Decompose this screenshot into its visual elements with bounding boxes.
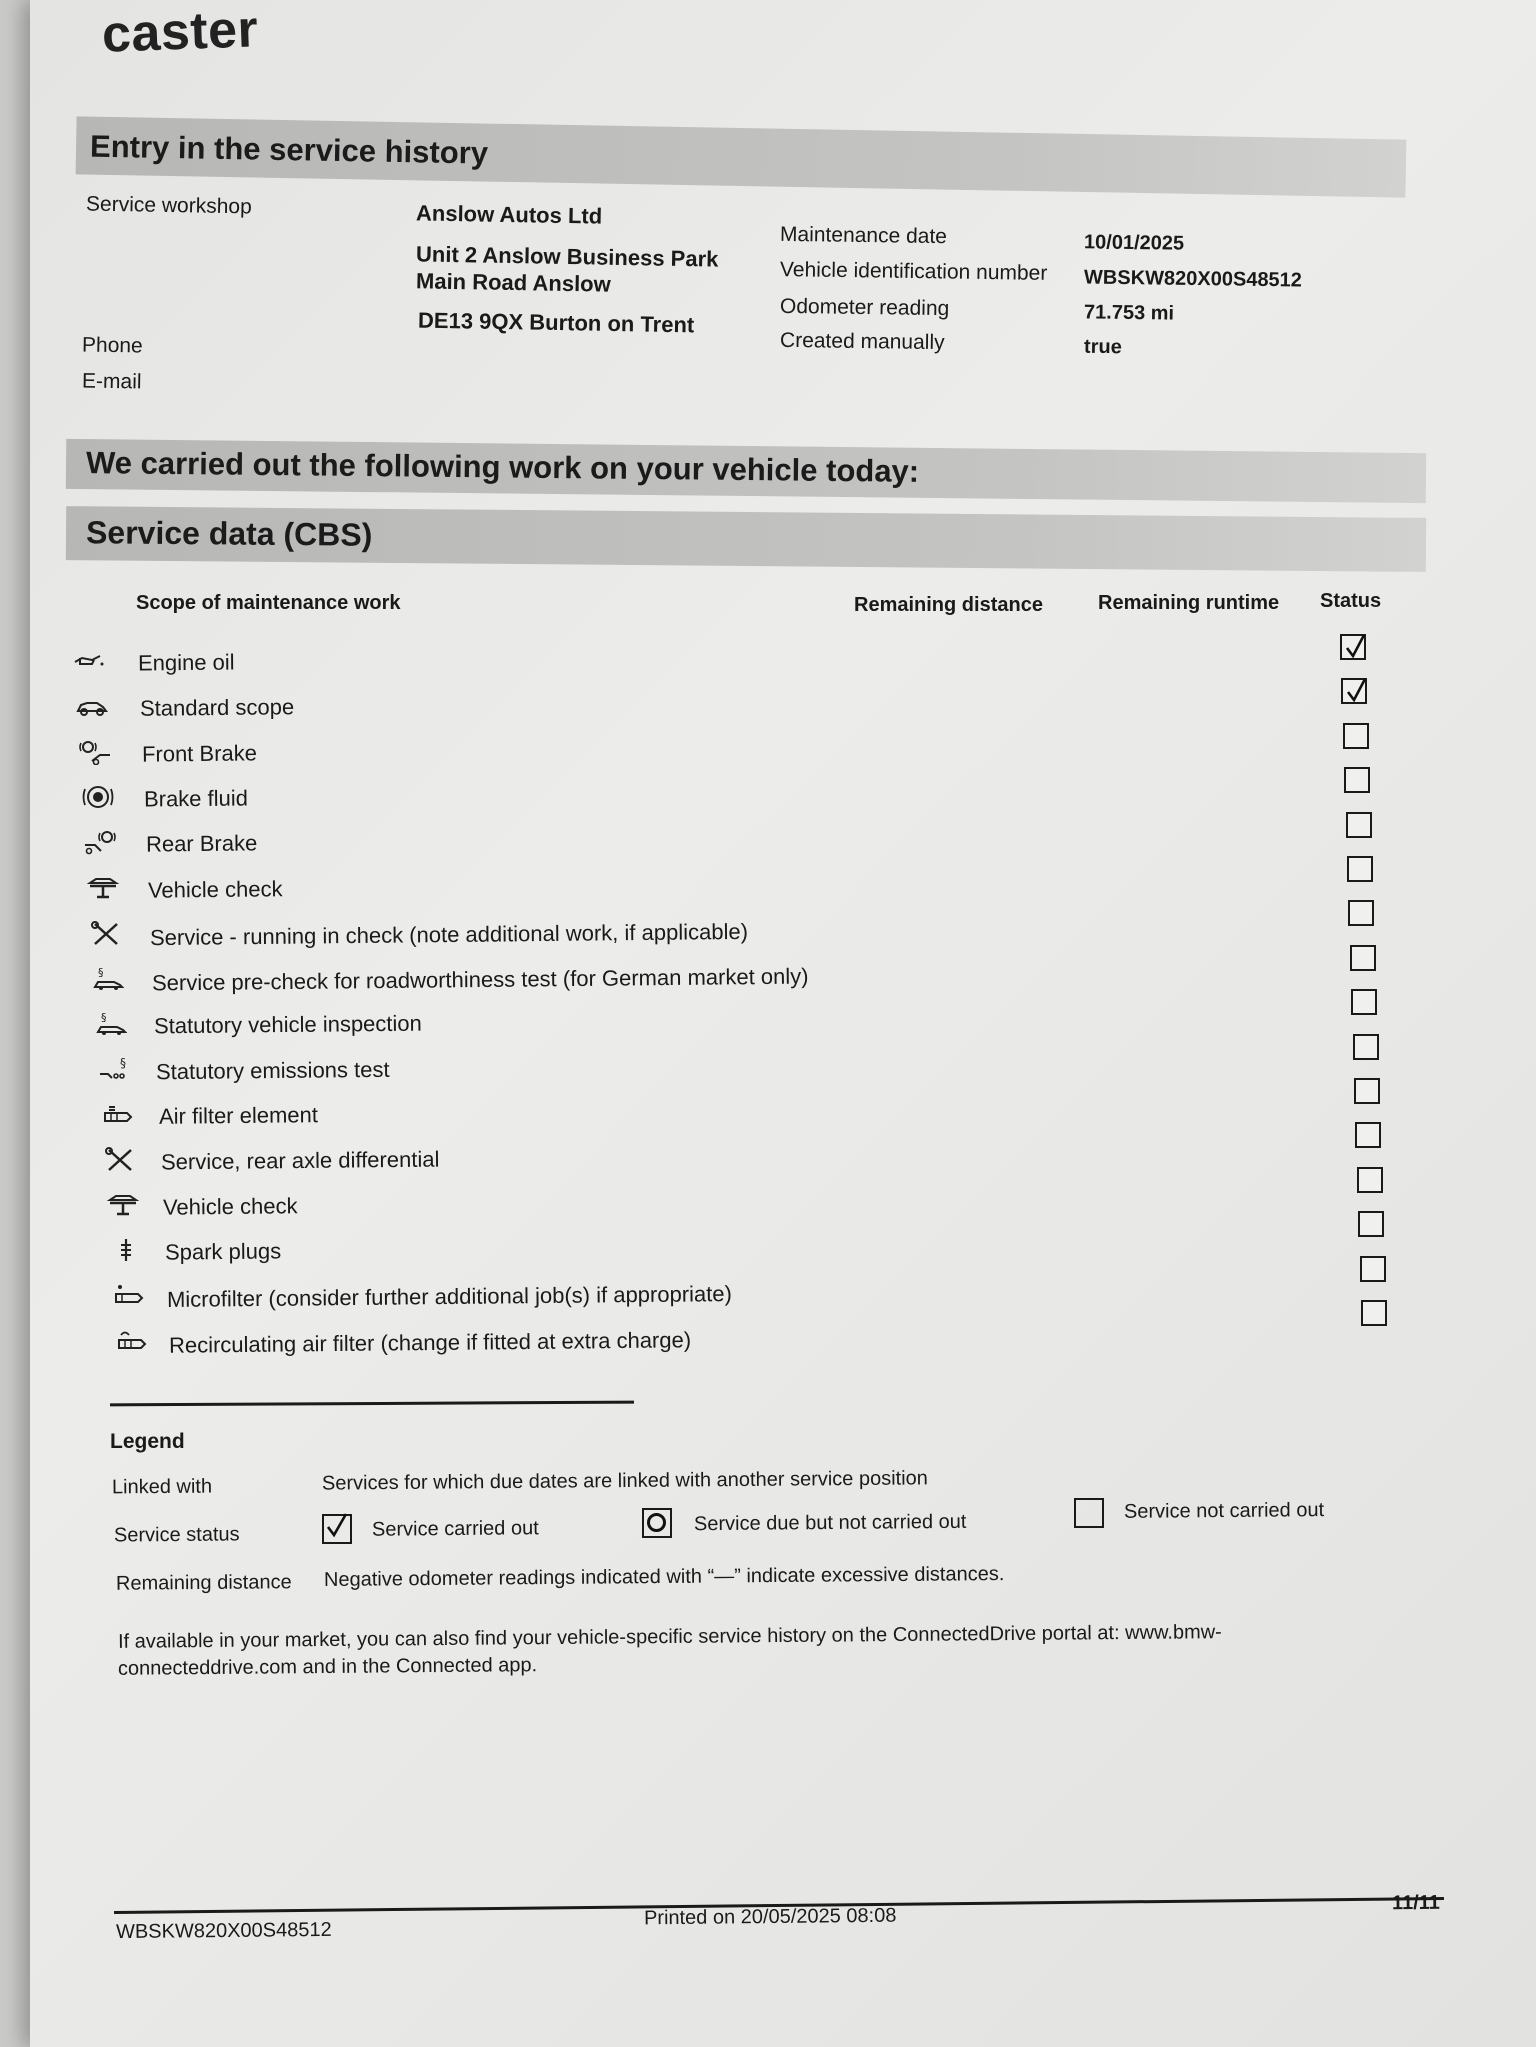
status-checkbox <box>1357 1167 1383 1193</box>
status-checkbox <box>1360 1256 1386 1282</box>
maintenance-item-label: Service - running in check (note additional work, if applicable) <box>150 918 749 950</box>
odometer-label: Odometer reading <box>779 294 950 321</box>
maintenance-item-label: Statutory emissions test <box>156 1056 391 1084</box>
maintenance-item-label: Spark plugs <box>164 1238 281 1265</box>
maintenance-item-label: Recirculating air filter (change if fitted at extra charge) <box>168 1326 691 1358</box>
odometer-value: 71.753 mi <box>1083 301 1175 325</box>
air-filter-icon <box>101 1101 135 1127</box>
portal-note-line1: If available in your market, you can also find your vehicle-specific service history on the ConnectedDrive portal at: www.bmw- <box>117 1621 1222 1653</box>
car-icon <box>75 693 109 719</box>
service-data-heading-band <box>66 506 1426 572</box>
status-checkbox <box>1347 856 1373 882</box>
front-brake-icon <box>78 739 112 765</box>
maintenance-item-label: Rear Brake <box>146 830 258 857</box>
svg-text:§: § <box>100 1011 107 1025</box>
vin-value: WBSKW820X00S48512 <box>1083 266 1303 292</box>
maintenance-item-label: Service pre-check for roadworthiness test (for German market only) <box>152 963 810 996</box>
status-checkbox <box>1361 1300 1387 1326</box>
status-checkbox <box>1340 634 1366 660</box>
legend-distance-label: Remaining distance <box>115 1571 292 1595</box>
legend-due-box <box>642 1508 672 1538</box>
maintenance-item-label: Vehicle check <box>162 1192 298 1220</box>
service-data-heading: Service data (CBS) <box>85 514 373 553</box>
oil-can-icon <box>72 648 106 674</box>
legend-not-carried-out: Service not carried out <box>1123 1499 1325 1523</box>
microfilter-icon <box>112 1282 146 1308</box>
status-checkbox <box>1351 989 1377 1015</box>
svg-text:§: § <box>97 966 104 980</box>
maintenance-item-label: Service, rear axle differential <box>160 1146 440 1175</box>
status-checkbox <box>1350 945 1376 971</box>
service-history-heading-band <box>76 116 1407 197</box>
status-checkbox <box>1353 1034 1379 1060</box>
email-label: E-mail <box>81 369 142 394</box>
maintenance-item-label: Microfilter (consider further additional job(s) if appropriate) <box>166 1281 732 1313</box>
status-checkbox <box>1341 678 1367 704</box>
brake-fluid-icon <box>81 784 115 810</box>
rear-brake-icon <box>83 829 117 855</box>
status-checkbox <box>1348 900 1374 926</box>
legend-checked-box <box>322 1514 352 1544</box>
legend-due-not-carried-out: Service due but not carried out <box>693 1510 967 1536</box>
legend-carried-out: Service carried out <box>371 1517 539 1541</box>
maintenance-item-label: Brake fluid <box>144 785 249 812</box>
legend-empty-box <box>1074 1498 1104 1528</box>
scope-column-header: Scope of maintenance work <box>136 592 401 614</box>
spark-plug-icon <box>109 1237 143 1263</box>
maintenance-item-label: Engine oil <box>137 649 235 676</box>
status-checkbox <box>1354 1078 1380 1104</box>
legend-status-label: Service status <box>113 1523 240 1547</box>
workshop-label: Service workshop <box>85 192 252 219</box>
maintenance-item-label: Air filter element <box>158 1102 318 1129</box>
inspection-car-icon <box>95 1010 129 1036</box>
wrench-screwdriver-icon <box>103 1146 137 1172</box>
wrench-screwdriver-icon <box>89 920 123 946</box>
checkmark-icon <box>324 1510 350 1540</box>
status-checkbox <box>1355 1122 1381 1148</box>
status-checkbox <box>1358 1211 1384 1237</box>
vehicle-lift-icon <box>106 1192 140 1218</box>
maintenance-item-label: Statutory vehicle inspection <box>154 1010 423 1039</box>
workshop-address-line1: Unit 2 Anslow Business Park <box>415 241 719 272</box>
footer-page-number: 11/11 <box>1391 1891 1440 1915</box>
workshop-address-line2: Main Road Anslow <box>415 268 611 297</box>
legend-linked-label: Linked with <box>111 1475 213 1499</box>
created-manually-label: Created manually <box>779 328 945 355</box>
status-checkbox <box>1344 767 1370 793</box>
vin-label: Vehicle identification number <box>779 258 1048 285</box>
maintenance-item-label: Front Brake <box>141 739 258 767</box>
circle-icon <box>644 1510 670 1536</box>
distance-column-header: Remaining distance <box>854 594 1043 616</box>
status-checkbox <box>1346 812 1372 838</box>
maintenance-date-value: 10/01/2025 <box>1083 231 1185 255</box>
status-checkbox <box>1343 723 1369 749</box>
service-report-page <box>30 0 1536 2047</box>
legend-linked-text: Services for which due dates are linked with another service position <box>321 1467 928 1495</box>
workshop-address-line3: DE13 9QX Burton on Trent <box>417 307 695 338</box>
legend-distance-text: Negative odometer readings indicated with “—” indicate excessive distances. <box>323 1563 1005 1591</box>
workshop-name: Anslow Autos Ltd <box>415 200 603 229</box>
work-heading: We carried out the following work on your vehicle today: <box>85 445 920 489</box>
work-heading-band <box>66 439 1426 503</box>
portal-note-line2: connecteddrive.com and in the Connected app. <box>117 1654 538 1680</box>
footer-vin: WBSKW820X00S48512 <box>115 1918 332 1944</box>
svg-text:§: § <box>119 1055 126 1070</box>
inspection-car-icon <box>92 965 126 991</box>
checkmark-icon <box>1344 676 1368 704</box>
recirculating-filter-icon <box>115 1328 149 1354</box>
phone-label: Phone <box>81 333 143 358</box>
title-fragment: caster <box>101 0 260 64</box>
legend-divider <box>110 1401 634 1407</box>
emissions-icon <box>98 1056 132 1082</box>
service-history-heading: Entry in the service history <box>89 128 489 171</box>
maintenance-date-label: Maintenance date <box>779 222 948 249</box>
vehicle-lift-icon <box>86 875 120 901</box>
created-manually-value: true <box>1083 335 1122 359</box>
footer-printed: Printed on 20/05/2025 08:08 <box>643 1904 897 1930</box>
runtime-column-header: Remaining runtime <box>1098 592 1280 614</box>
checkmark-icon <box>1343 632 1367 660</box>
maintenance-item-label: Vehicle check <box>148 875 283 903</box>
legend-title: Legend <box>110 1430 185 1453</box>
status-column-header: Status <box>1320 590 1382 612</box>
maintenance-item-label: Standard scope <box>139 694 295 722</box>
